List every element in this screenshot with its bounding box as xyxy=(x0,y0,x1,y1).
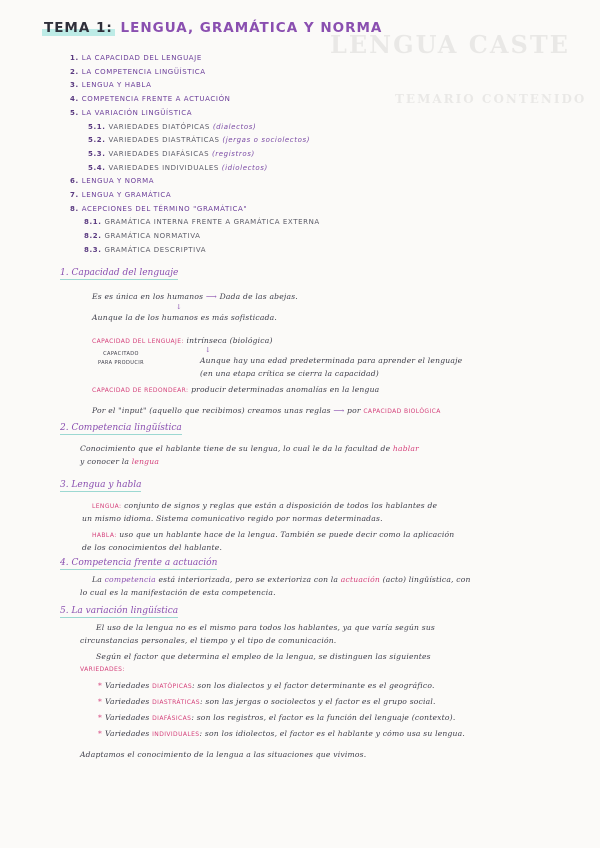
arrow-down-icon: ↓ xyxy=(176,303,183,311)
asterisk-icon: * xyxy=(98,697,102,706)
toc-item-number: 1. xyxy=(70,54,79,62)
title-rest: LENGUA, GRAMÁTICA Y NORMA xyxy=(120,20,383,36)
toc-item-text: VARIEDADES DIAFÁSICAS xyxy=(108,149,210,158)
s1-line-4: (en una etapa crítica se cierra la capacidad) xyxy=(200,369,379,378)
s5-closing-line: Adaptamos el conocimiento de la lengua a las situaciones que vivimos. xyxy=(80,750,367,759)
toc-item xyxy=(70,203,320,217)
toc-item-number: 8.1. xyxy=(84,218,102,227)
toc-item-note: (jergas o sociolectos) xyxy=(222,136,311,145)
toc-item xyxy=(70,216,320,230)
toc-item xyxy=(70,66,320,80)
toc-item-text: LENGUA Y GRAMÁTICA xyxy=(81,191,172,200)
s5-line-2: circunstancias personales, el tiempo y el tipo de comunicación. xyxy=(80,636,337,645)
toc-item xyxy=(70,93,320,107)
variedad-item: * Variedades DIASTRÁTICAS: son las jergas o sociolectos y el factor es el grupo social. xyxy=(98,697,436,706)
s3-lengua-line: LENGUA: conjunto de signos y reglas que están a disposición de todos los hablantes de xyxy=(92,501,438,510)
toc-item xyxy=(70,162,320,176)
toc-item-text: VARIEDADES INDIVIDUALES xyxy=(108,163,219,172)
s1-line-3: Aunque hay una edad predeterminada para aprender el lenguaje xyxy=(200,356,463,365)
toc-item-number: 7. xyxy=(70,191,79,200)
toc-item-number: 5.4. xyxy=(88,163,106,172)
toc-item-text: GRAMÁTICA NORMATIVA xyxy=(104,232,201,241)
section-5-heading: 5. La variación lingüística xyxy=(60,606,179,616)
asterisk-icon: * xyxy=(98,681,102,690)
toc-item-text: LENGUA Y HABLA xyxy=(81,81,152,90)
s4-line-1: La competencia está interiorizada, pero se exterioriza con la actuación (acto) lingüística, con xyxy=(92,575,471,584)
arrow-right-icon: ⟶ xyxy=(333,406,345,415)
toc-item xyxy=(70,175,320,189)
toc-item-note: (dialectos) xyxy=(212,122,257,131)
asterisk-icon: * xyxy=(98,713,102,722)
s5-line-1: El uso de la lengua no es el mismo para todos los hablantes, ya que varía según sus xyxy=(96,623,436,632)
toc-item-number: 2. xyxy=(70,67,79,76)
toc-item-number: 5.2. xyxy=(88,136,106,145)
s3-line-2: un mismo idioma. Sistema comunicativo regido por normas determinadas. xyxy=(82,514,383,523)
toc-item-text: LA COMPETENCIA LINGÜÍSTICA xyxy=(81,67,206,76)
s4-line-2: lo cual es la manifestación de esta competencia. xyxy=(80,588,276,597)
section-2-heading: 2. Competencia lingüística xyxy=(60,423,182,433)
page-title xyxy=(42,20,382,36)
toc-item xyxy=(70,244,320,258)
toc-item xyxy=(70,134,320,148)
toc-item xyxy=(70,121,320,135)
s3-line-4: de los conocimientos del hablante. xyxy=(82,543,223,552)
toc-item-number: 4. xyxy=(70,95,79,104)
toc-item xyxy=(70,79,320,93)
toc-item-text: VARIEDADES DIATÓPICAS xyxy=(108,122,210,131)
s1-capacitado-note: CAPACITADO PARA PRODUCIR xyxy=(98,351,144,366)
toc-item-note: (registros) xyxy=(211,149,255,158)
toc-item xyxy=(70,148,320,162)
s1-line-5: Por el "input" (aquello que recibimos) creamos unas reglas ⟶ por CAPACIDAD BIOLÓGICA xyxy=(92,406,441,415)
toc-item-text: COMPETENCIA FRENTE A ACTUACIÓN xyxy=(81,95,231,104)
toc-item-number: 5.3. xyxy=(88,149,106,158)
toc-item-text: ACEPCIONES DEL TÉRMINO "GRAMÁTICA" xyxy=(81,204,248,213)
toc-item-number: 3. xyxy=(70,81,79,90)
s1-line-2: Aunque la de los humanos es más sofisticada. xyxy=(92,313,277,322)
s2-line-1: Conocimiento que el hablante tiene de su lengua, lo cual le da la facultad de hablar xyxy=(80,444,419,453)
section-1-heading: 1. Capacidad del lenguaje xyxy=(60,268,179,278)
s2-line-2: y conocer la lengua xyxy=(80,457,160,466)
bleed-through-subheading: TEMARIO CONTENIDO xyxy=(395,92,587,106)
s1-redondear-line: CAPACIDAD DE REDONDEAR: producir determinadas anomalías en la lengua xyxy=(92,385,380,394)
variedad-item: * Variedades INDIVIDUALES: son los idiolectos, el factor es el hablante y cómo usa su lengua. xyxy=(98,729,465,738)
variedad-item: * Variedades DIAFÁSICAS: son los registros, el factor es la función del lenguaje (contexto). xyxy=(98,713,456,722)
toc-item-number: 8. xyxy=(70,204,79,213)
section-4-heading: 4. Competencia frente a actuación xyxy=(60,558,218,568)
bleed-through-heading: LENGUA CASTE xyxy=(330,30,570,59)
asterisk-icon: * xyxy=(98,729,102,738)
s1-capacidad-line: CAPACIDAD DEL LENGUAJE: intrínseca (biológica) xyxy=(92,336,273,345)
toc-item-number: 5. xyxy=(70,108,79,117)
arrow-down-icon: ↓ xyxy=(205,346,212,354)
toc-item xyxy=(70,189,320,203)
toc-item xyxy=(70,52,320,66)
toc-item xyxy=(70,230,320,244)
table-of-contents xyxy=(70,52,320,258)
toc-item-text: VARIEDADES DIASTRÁTICAS xyxy=(108,136,220,145)
toc-item-text: LA CAPACIDAD DEL LENGUAJE xyxy=(81,54,202,62)
toc-item-text: GRAMÁTICA INTERNA FRENTE A GRAMÁTICA EXTERNA xyxy=(104,218,320,227)
title-lead: TEMA 1: xyxy=(44,20,113,36)
s5-line-4: VARIEDADES: xyxy=(80,666,125,673)
toc-item-number: 8.2. xyxy=(84,232,102,241)
toc-item-text: LA VARIACIÓN LINGÜÍSTICA xyxy=(81,108,193,117)
toc-item-number: 5.1. xyxy=(88,122,106,131)
toc-item-note: (idiolectos) xyxy=(221,163,268,172)
toc-item-text: GRAMÁTICA DESCRIPTIVA xyxy=(104,245,207,254)
arrow-right-icon: ⟶ xyxy=(205,292,217,301)
variedad-item: * Variedades DIATÓPICAS: son los dialectos y el factor determinante es el geográfico. xyxy=(98,681,435,690)
toc-item-text: LENGUA Y NORMA xyxy=(81,177,155,186)
toc-item xyxy=(70,107,320,121)
section-3-heading: 3. Lengua y habla xyxy=(60,480,142,490)
s5-line-3: Según el factor que determina el empleo de la lengua, se distinguen las siguientes xyxy=(96,652,431,661)
toc-item-number: 6. xyxy=(70,177,79,186)
toc-item-number: 8.3. xyxy=(84,245,102,254)
s3-habla-line: HABLA: uso que un hablante hace de la lengua. También se puede decir como la aplicación xyxy=(92,530,455,539)
s1-line-1: Es es única en los humanos ⟶ Dada de las abejas. xyxy=(92,292,298,301)
